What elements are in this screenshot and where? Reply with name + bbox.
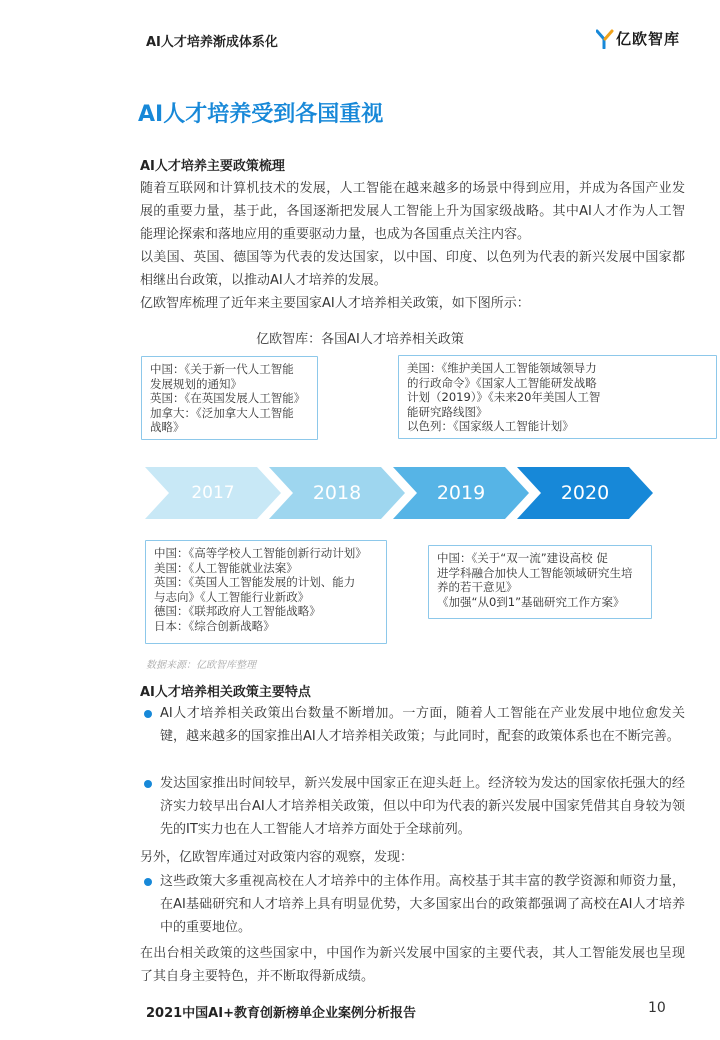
bullet-dot-icon: [144, 710, 152, 718]
policy-line: 《加强“从0到1”基础研究工作方案》: [437, 594, 625, 609]
policy-line: 进学科融合加快人工智能领域研究生培: [437, 565, 633, 580]
policy-line: 美国：《维护美国人工智能领域领导力: [407, 361, 597, 375]
bullet-text: 发达国家推出时间较早，新兴发展中国家正在迎头赶上。经济较为发达的国家依托强大的经济实力较早出台AI人才培养相关政策，但以中印为代表的新兴发展中国家凭借其自身较为领先的IT实力也在人工智能人才培养方面处于全球前列。: [160, 776, 685, 837]
bullet-item: [144, 870, 685, 939]
bullet-item: [144, 772, 685, 841]
page-number: 10: [648, 1000, 666, 1016]
paragraph-intro: 随着互联网和计算机技术的发展，人工智能在越来越多的场景中得到应用，并成为各国产业发展的重要力量，基于此，各国逐渐把发展人工智能上升为国家级战略。其中AI人才作为人工智能理论探索和落地应用的重要驱动力量，也成为各国重点关注内容。: [140, 181, 685, 242]
policy-line: 英国：《在英国发展人工智能》: [150, 391, 306, 406]
policy-box-2019: [398, 355, 717, 439]
year-2019: 2019: [436, 482, 486, 504]
page-title: AI人才培养受到各国重视: [138, 102, 384, 127]
paragraph-summary: 亿欧智库梳理了近年来主要国家AI人才培养相关政策，如下图所示：: [140, 296, 530, 311]
policy-box-2017: [141, 356, 318, 440]
policy-line: 计划（2019）》《未来20年美国人工智: [407, 390, 601, 405]
bullet-item: [144, 702, 685, 748]
bullet-dot-icon: [144, 780, 152, 788]
policy-line: 与志向》《人工智能行业新政》: [154, 589, 310, 604]
policy-line: 发展规划的通知》: [150, 376, 242, 391]
year-2018: 2018: [312, 482, 362, 504]
policy-line: 美国：《人工智能就业法案》: [154, 560, 298, 575]
bullet-text: AI人才培养相关政策出台数量不断增加。一方面，随着人工智能在产业发展中地位愈发关键，越来越多的国家推出AI人才培养相关政策；与此同时，配套的政策体系也在不断完善。: [160, 706, 685, 744]
bullet-dot-icon: [144, 878, 152, 886]
policy-line: 中国：《高等学校人工智能创新行动计划》: [154, 546, 367, 560]
section-title-policy: AI人才培养主要政策梳理: [140, 159, 285, 174]
policy-line: 中国：《关于新一代人工智能: [150, 362, 294, 376]
paragraph-observe: 另外，亿欧智库通过对政策内容的观察，发现：: [140, 850, 414, 865]
paragraph-final: 在出台相关政策的这些国家中，中国作为新兴发展中国家的主要代表，其人工智能发展也呈现了其自身主要特色，并不断取得新成绩。: [140, 946, 685, 984]
logo-text: 亿欧智库: [616, 30, 681, 48]
section-title-features: AI人才培养相关政策主要特点: [140, 685, 311, 700]
year-2017: 2017: [191, 483, 235, 503]
policy-line: 以色列：《国家级人工智能计划》: [407, 419, 574, 434]
policy-box-2018: [145, 540, 387, 644]
bullet-text: 这些政策大多重视高校在人才培养中的主体作用。高校基于其丰富的教学资源和师资力量，在AI基础研究和人才培养上具有明显优势，大多国家出台的政策都强调了高校在AI人才培养中的重要地位。: [160, 874, 685, 935]
year-2020: 2020: [560, 482, 610, 504]
policy-line: 中国：《关于“双一流”建设高校 促: [437, 551, 608, 565]
header-title: AI人才培养渐成体系化: [146, 35, 278, 50]
policy-line: 的行政命令》《国家人工智能研发战略: [407, 375, 597, 390]
policy-line: 能研究路线图》: [407, 404, 488, 419]
yiou-logo-icon: [596, 29, 614, 49]
policy-line: 加拿大：《泛加拿大人工智能: [150, 405, 294, 420]
paragraph-countries: 以美国、英国、德国等为代表的发达国家，以中国、印度、以色列为代表的新兴发展中国家都相继出台政策，以推动AI人才培养的发展。: [140, 250, 685, 288]
policy-box-2020: [428, 545, 652, 619]
footer-title: 2021中国AI+教育创新榜单企业案例分析报告: [146, 1006, 416, 1021]
policy-line: 日本：《综合创新战略》: [154, 618, 275, 633]
policy-line: 战略》: [150, 420, 185, 435]
policy-line: 德国：《联邦政府人工智能战略》: [154, 604, 321, 619]
policy-line: 养的若干意见》: [437, 580, 518, 595]
figure-caption: 亿欧智库：各国AI人才培养相关政策: [256, 332, 464, 347]
data-source: 数据来源：亿欧智库整理: [146, 660, 256, 671]
brand-logo: [596, 28, 680, 49]
policy-line: 英国：《英国人工智能发展的计划、能力: [154, 575, 356, 590]
